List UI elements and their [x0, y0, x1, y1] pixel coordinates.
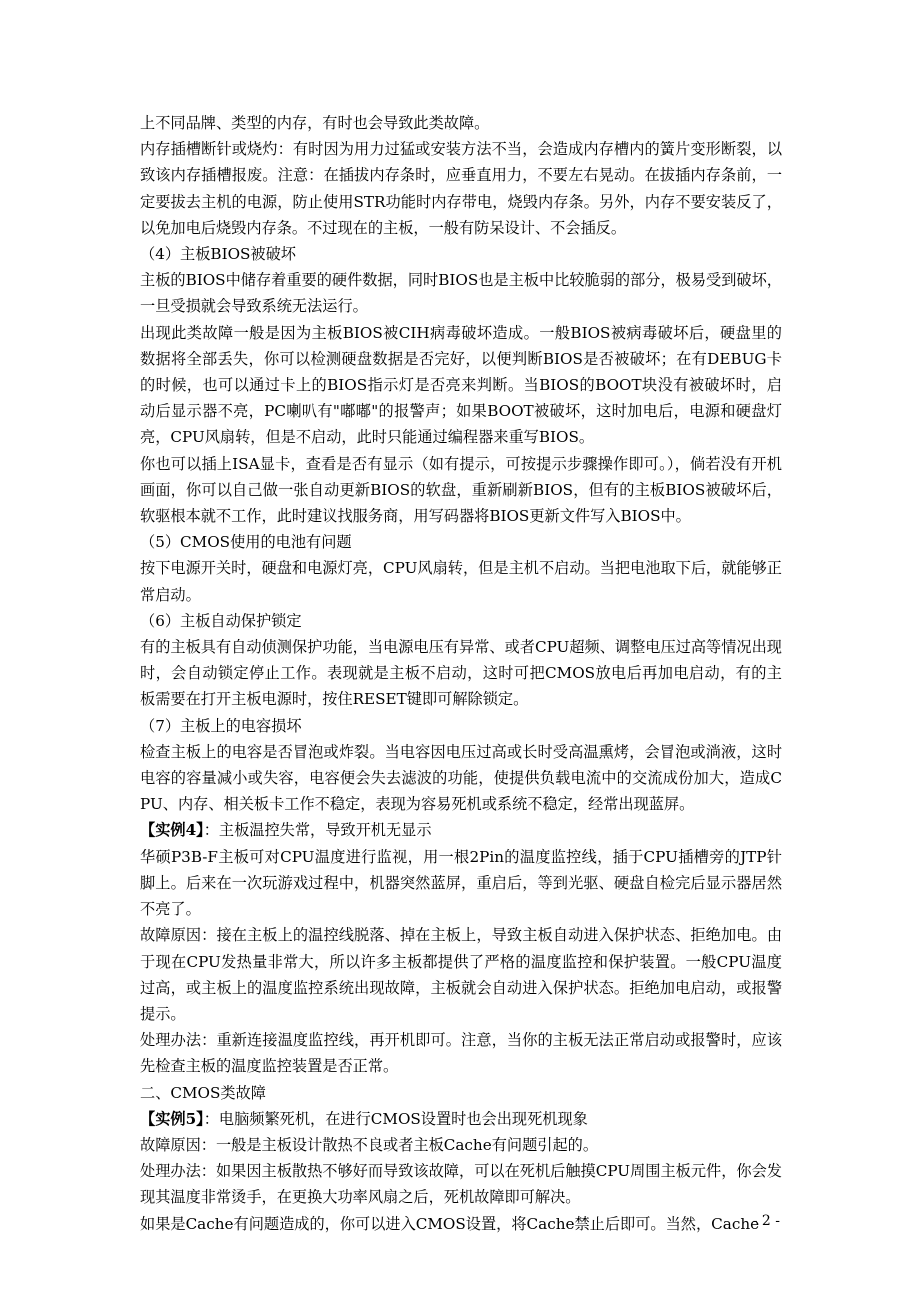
paragraph-12: 故障原因：一般是主板设计散热不良或者主板Cache有问题引起的。: [140, 1135, 599, 1154]
paragraph-9: 华硕P3B-F主板可对CPU温度进行监视，用一根2Pin的温度监控线，插于CPU插槽旁的JTP针脚上。后来在一次玩游戏过程中，机器突然蓝屏，重启后，等到光驱、硬盘自检完后显示器居然不亮了。: [140, 847, 782, 919]
example-heading-5: [140, 1106, 782, 1132]
paragraph-4: 出现此类故障一般是因为主板BIOS被CIH病毒破坏造成。一般BIOS被病毒破坏后，硬盘里的数据将全部丢失，你可以检测硬盘数据是否完好，以便判断BIOS是否被破坏；在有DEBUG卡的时候，也可以通过卡上的BIOS指示灯是否亮来判断。当BIOS的BOOT块没有被破坏时，启动后显示器不亮，PC喇叭有"嘟嘟"的报警声；如果BOOT被破坏，这时加电后，电源和硬盘灯亮，CPU风扇转，但是不启动，此时只能通过编程器来重写BIOS。: [140, 323, 782, 447]
section-heading-4: （4）主板BIOS被破坏: [140, 245, 296, 264]
document-body: [140, 110, 782, 1237]
example-label-5: 【实例5】: [140, 1109, 204, 1128]
paragraph-11: 处理办法：重新连接温度监控线，再开机即可。注意，当你的主板无法正常启动或报警时，应该先检查主板的温度监控装置是否正常。: [140, 1031, 782, 1076]
example-heading-4: [140, 817, 782, 843]
paragraph-6: 按下电源开关时，硬盘和电源灯亮，CPU风扇转，但是主机不启动。当把电池取下后，就能够正常启动。: [140, 559, 782, 604]
section-heading-6: （6）主板自动保护锁定: [140, 611, 302, 630]
paragraph-10: 故障原因：接在主板上的温控线脱落、掉在主板上，导致主板自动进入保护状态、拒绝加电。由于现在CPU发热量非常大，所以许多主板都提供了严格的温度监控和保护装置。一般CPU温度过高，或主板上的温度监控系统出现故障，主板就会自动进入保护状态。拒绝加电启动，或报警提示。: [140, 926, 782, 1023]
example-title-5: ：电脑频繁死机，在进行CMOS设置时也会出现死机现象: [203, 1109, 588, 1128]
example-label-4: 【实例4】: [140, 821, 204, 840]
page-number: - 2 -: [752, 1213, 780, 1229]
paragraph-3: 主板的BIOS中储存着重要的硬件数据，同时BIOS也是主板中比较脆弱的部分，极易受到破坏，一旦受损就会导致系统无法运行。: [140, 271, 782, 316]
section-heading-cmos: 二、CMOS类故障: [140, 1083, 266, 1102]
paragraph-13: 处理办法：如果因主板散热不够好而导致该故障，可以在死机后触摸CPU周围主板元件，你会发现其温度非常烫手，在更换大功率风扇之后，死机故障即可解决。: [140, 1162, 782, 1207]
paragraph-8: 检查主板上的电容是否冒泡或炸裂。当电容因电压过高或长时受高温熏烤，会冒泡或淌液，这时电容的容量减小或失容，电容便会失去滤波的功能，使提供负载电流中的交流成份加大，造成CPU、内存、相关板卡工作不稳定，表现为容易死机或系统不稳定，经常出现蓝屏。: [140, 742, 782, 814]
paragraph-2: 内存插槽断针或烧灼：有时因为用力过猛或安装方法不当，会造成内存槽内的簧片变形断裂，以致该内存插槽报废。注意：在插拔内存条时，应垂直用力，不要左右晃动。在拔插内存条前，一定要拔去主机的电源，防止使用STR功能时内存带电，烧毁内存条。另外，内存不要安装反了，以免加电后烧毁内存条。不过现在的主板，一般有防呆设计、不会插反。: [140, 140, 782, 237]
example-title-4: ：主板温控失常，导致开机无显示: [203, 821, 432, 840]
section-heading-5: （5）CMOS使用的电池有问题: [140, 533, 352, 552]
paragraph-1: 上不同品牌、类型的内存，有时也会导致此类故障。: [140, 114, 490, 132]
paragraph-7: 有的主板具有自动侦测保护功能，当电源电压有异常、或者CPU超频、调整电压过高等情况出现时，会自动锁定停止工作。表现就是主板不启动，这时可把CMOS放电后再加电启动，有的主板需要在打开主板电源时，按住RESET键即可解除锁定。: [140, 638, 782, 709]
paragraph-14: 如果是Cache有问题造成的，你可以进入CMOS设置，将Cache禁止后即可。当然，Cache: [140, 1214, 760, 1233]
section-heading-7: （7）主板上的电容损坏: [140, 716, 302, 735]
paragraph-5: 你也可以插上ISA显卡，查看是否有显示（如有提示，可按提示步骤操作即可。），倘若没有开机画面，你可以自己做一张自动更新BIOS的软盘，重新刷新BIOS，但有的主板BIOS被破坏后，软驱根本就不工作，此时建议找服务商，用写码器将BIOS更新文件写入BIOS中。: [140, 454, 782, 526]
